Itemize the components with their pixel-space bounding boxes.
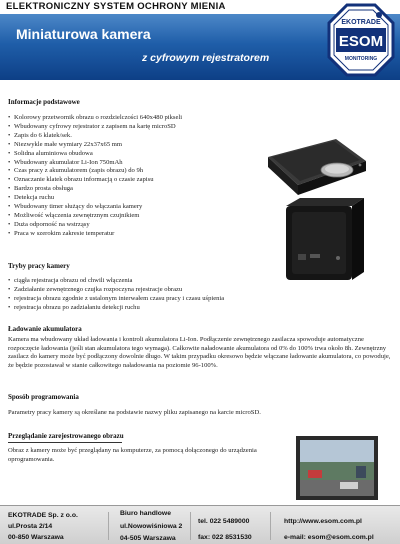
company-city: 00-850 Warszawa: [8, 534, 64, 541]
feature-item: • Detekcja ruchu: [8, 194, 182, 203]
banner-title: Miniaturowa kamera: [16, 26, 151, 42]
footer-divider: [108, 512, 109, 540]
coin-photo: [320, 161, 354, 179]
office-street: ul.Nowowiśniowa 2: [120, 523, 183, 530]
programming-heading: Sposób programowania: [8, 393, 79, 401]
top-title: ELEKTRONICZNY SYSTEM OCHRONY MIENIA: [6, 1, 226, 12]
email-link[interactable]: e-mail: esom@esom.com.pl: [284, 534, 374, 541]
feature-item: • Kolorowy przetwornik obrazu o rozdzielczości 640x480 pikseli: [8, 114, 182, 123]
footer-divider: [270, 512, 271, 540]
fax-number: fax: 022 8531530: [198, 534, 252, 541]
company-name: EKOTRADE Sp. z o.o.: [8, 512, 78, 519]
viewing-underline: [8, 442, 122, 443]
esom-logo: [327, 3, 395, 77]
company-street: ul.Prosta 2/14: [8, 523, 53, 530]
mode-item: • ciągła rejestracja obrazu od chwili włączenia: [8, 277, 224, 286]
feature-item: • Wbudowany cyfrowy rejestrator z zapisem na kartę microSD: [8, 123, 182, 132]
feature-item: • Niezwykle małe wymiary 22x37x65 mm: [8, 141, 182, 150]
mode-item: • Zadziałanie zewnętrznego czujka rozpoczyna rejestracje obrazu: [8, 286, 224, 295]
logo-top-text: EKOTRADE: [341, 19, 381, 26]
feature-item: • Duża odporność na wstrząsy: [8, 221, 182, 230]
monitor-photo: [296, 436, 378, 500]
feature-item: • Zapis do 6 klatek/sek.: [8, 132, 182, 141]
viewing-text: Obraz z kamery może być przeglądany na komputerze, za pomocą dołączonego do urządzenia oprogramowania.: [8, 447, 257, 463]
programming-text: Parametry pracy kamery są określane na podstawie nazwy pliku zapisanego na karcie microSD.: [8, 409, 261, 416]
feature-item: • Solidna aluminiowa obudowa: [8, 150, 182, 159]
charging-text: Kamera ma wbudowany układ ładowania i kontroli akumulatora Li-Ion. Podłączenie zewnętrznego zasilacza spowoduje automatyczne rozpoczęcie ładowania (jeśli stan akumulatora tego wymaga). Całkowite naładowanie akumulatora od 0% do 100% trwa około 8h. Zewnętrzny zasilacz do kamery może być podłączony dowolnie długo. W takim przypadku okresowo będzie włączane ładowanie akumulatora, co powoduje, że będzie pozostawał w stanie całkowitego naładowania na poziomie 96-100%.: [8, 336, 391, 369]
mode-item: • rejestracja obrazu zgodnie z ustalonym interwałem czasu pracy i czasu uśpienia: [8, 295, 224, 304]
logo-main-text: ESOM: [338, 33, 384, 50]
feature-item: • Oznaczanie klatek obrazu informacją o czasie zapisu: [8, 176, 182, 185]
logo-bottom-text: MONITORING: [344, 56, 378, 62]
phone-number: tel. 022 5489000: [198, 518, 250, 525]
office-title: Biuro handlowe: [120, 510, 171, 517]
mode-item: • rejestracja obrazu po zadziałaniu detekcji ruchu: [8, 304, 224, 313]
modes-heading: Tryby pracy kamery: [8, 262, 70, 270]
footer-divider: [190, 512, 191, 540]
charging-heading: Ładowanie akumulatora: [8, 325, 82, 333]
feature-item: • Praca w szerokim zakresie temperatur: [8, 230, 182, 239]
office-city: 04-505 Warszawa: [120, 535, 176, 542]
feature-item: • Wbudowany timer służący do włączania kamery: [8, 203, 182, 212]
features-heading: Informacje podstawowe: [8, 98, 80, 106]
feature-item: • Bardzo prosta obsługa: [8, 185, 182, 194]
modes-list: [8, 277, 224, 313]
feature-item: • Możliwość włączenia zewnętrznym czujnikiem: [8, 212, 182, 221]
feature-item: • Wbudowany akumulator Li-Ion 750mAh: [8, 159, 182, 168]
website-link[interactable]: http://www.esom.com.pl: [284, 518, 362, 525]
feature-item: • Czas pracy z akumulatorem (zapis obrazu) do 9h: [8, 167, 182, 176]
viewing-heading: Przeglądanie zarejestrowanego obrazu: [8, 432, 124, 440]
features-list: [8, 114, 182, 239]
camera-photo-front: [284, 196, 368, 284]
banner-subtitle: z cyfrowym rejestratorem: [142, 52, 270, 64]
footer: [0, 505, 400, 544]
